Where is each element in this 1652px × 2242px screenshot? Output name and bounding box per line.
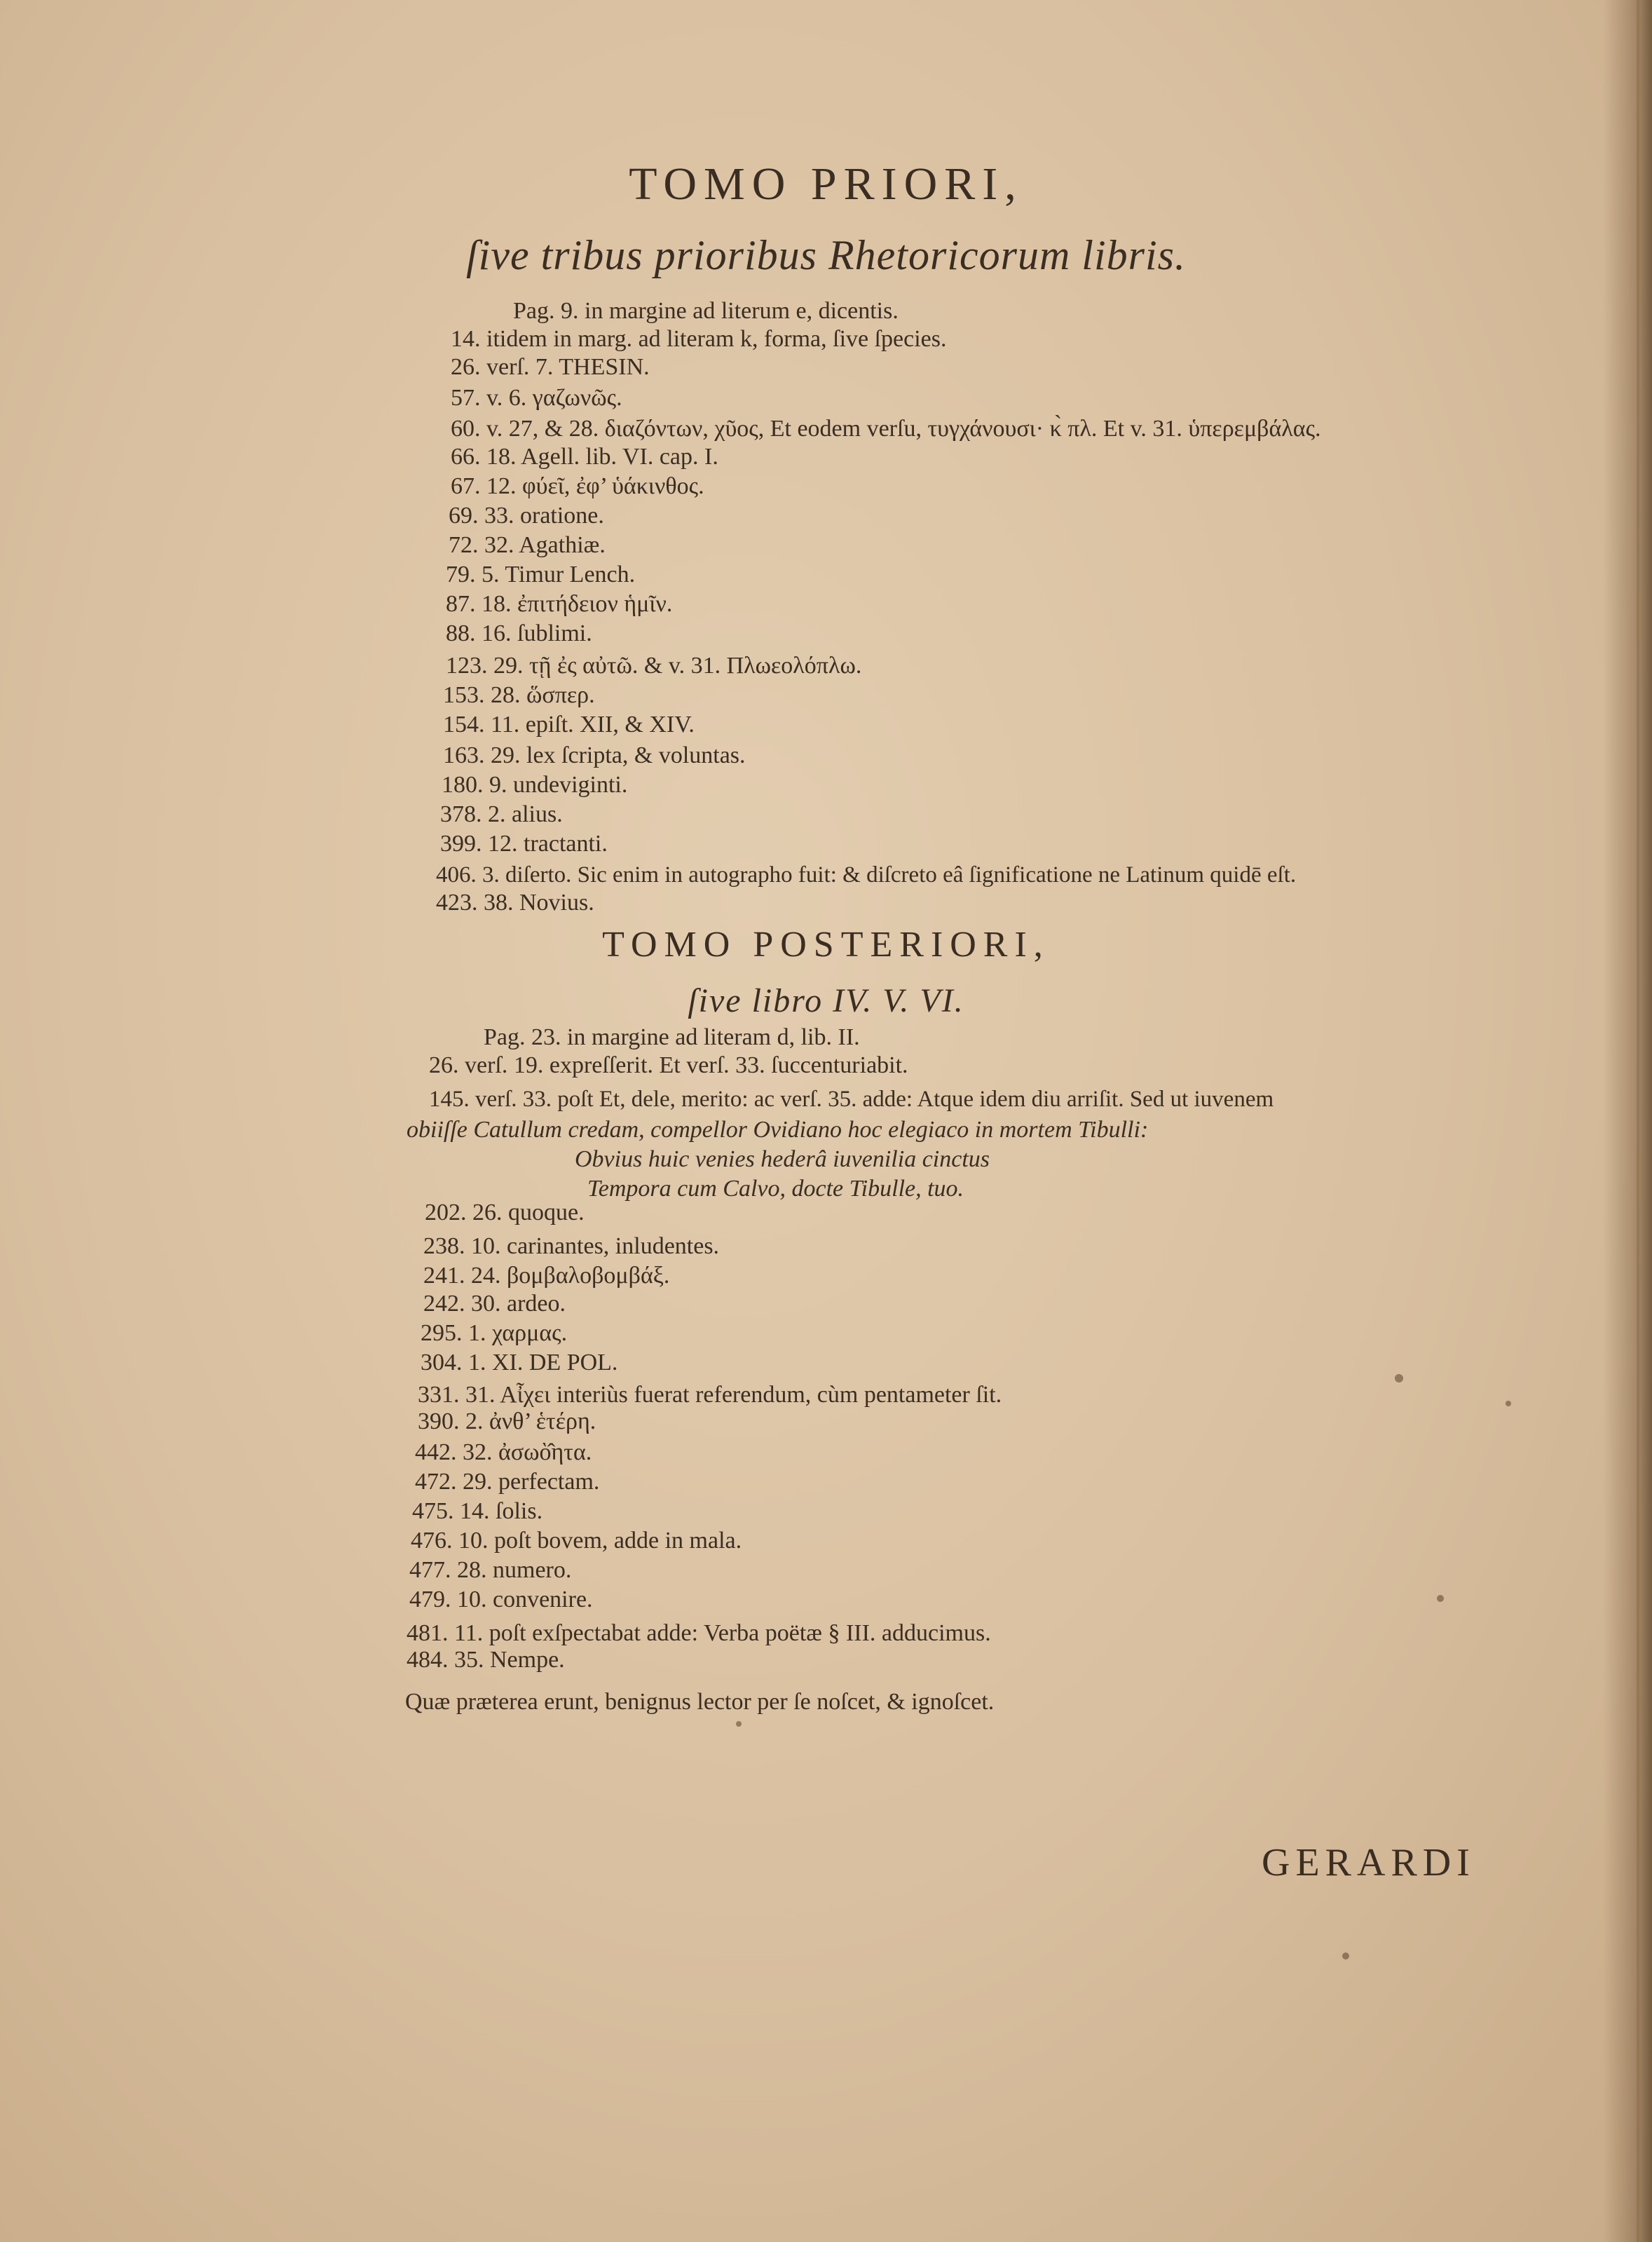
erratum-entry: 242. 30. ardeo.	[423, 1291, 566, 1317]
foxing-spot	[1506, 1401, 1511, 1406]
erratum-entry: 66. 18. Agell. lib. VI. cap. I.	[451, 444, 718, 470]
closing-note: Quæ præterea erunt, benignus lector per ſe noſcet, & ignoſcet.	[405, 1689, 995, 1715]
erratum-entry: 153. 28. ὥσπερ.	[443, 682, 595, 708]
page-edge	[1637, 0, 1639, 2242]
erratum-entry: 406. 3. diſerto. Sic enim in autographo fuit: & diſcreto eâ ſignificatione ne Latinum quidē eſt.	[436, 862, 1297, 888]
erratum-entry: 180. 9. undeviginti.	[442, 772, 628, 798]
erratum-entry: 378. 2. alius.	[440, 801, 563, 827]
erratum-entry: 399. 12. tractanti.	[440, 831, 608, 857]
erratum-entry: 475. 14. ſolis.	[412, 1498, 543, 1524]
tomo-posteriori-subtitle: ſive libro IV. V. VI.	[688, 982, 964, 1019]
erratum-entry: 123. 29. τῇ ἐς αὐτῶ. & v. 31. Πλωεολόπλω.	[446, 653, 862, 679]
erratum-entry: 202. 26. quoque.	[425, 1200, 585, 1225]
erratum-entry: 26. verſ. 19. expreſſerit. Et verſ. 33. ſuccenturiabit.	[429, 1052, 908, 1078]
erratum-entry: 331. 31. Αἶχει interiùs fuerat referendum, cùm pentameter ſit.	[418, 1382, 1002, 1408]
tomo-priori-subtitle: ſive tribus prioribus Rhetoricorum libris.	[465, 232, 1187, 278]
erratum-entry: 241. 24. βομβαλοβομβάξ.	[423, 1263, 670, 1289]
erratum-entry: Pag. 9. in margine ad literum e, dicentis.	[513, 298, 899, 324]
erratum-entry: 481. 11. poſt exſpectabat adde: Verba poëtæ § III. adducimus.	[407, 1620, 991, 1646]
erratum-entry: 472. 29. perfectam.	[415, 1469, 600, 1495]
erratum-entry: 14. itidem in marg. ad literam k, forma, ſive ſpecies.	[451, 326, 947, 352]
erratum-entry: 88. 16. ſublimi.	[446, 620, 592, 646]
erratum-entry: 69. 33. oratione.	[449, 503, 604, 529]
erratum-entry: 163. 29. lex ſcripta, & voluntas.	[443, 742, 746, 768]
foxing-spot	[1342, 1952, 1349, 1959]
erratum-entry: 57. v. 6. γαζωνῶς.	[451, 385, 622, 411]
erratum-entry: obiiſſe Catullum credam, compellor Ovidiano hoc elegiaco in mortem Tibulli:	[407, 1117, 1149, 1143]
tomo-priori-title: TOMO PRIORI,	[629, 158, 1023, 210]
erratum-entry: 442. 32. ἀσωὸ̂ητα.	[415, 1439, 592, 1465]
erratum-entry: 67. 12. φύεῖ, ἐφ’ ὑάκινθος.	[451, 473, 704, 499]
erratum-entry: 423. 38. Novius.	[436, 890, 594, 916]
erratum-entry: 304. 1. XI. DE POL.	[421, 1350, 618, 1375]
erratum-entry: 390. 2. ἀνθ’ ἑτέρη.	[418, 1408, 596, 1434]
erratum-entry: 295. 1. χαρμας.	[421, 1320, 568, 1346]
erratum-entry: 476. 10. poſt bovem, adde in mala.	[411, 1528, 742, 1554]
erratum-entry: 477. 28. numero.	[409, 1557, 572, 1583]
catchword: GERARDI	[1262, 1841, 1475, 1884]
tomo-posteriori-title: TOMO POSTERIORI,	[602, 925, 1050, 965]
verse-line: Tempora cum Calvo, docte Tibulle, tuo.	[587, 1176, 964, 1202]
erratum-entry: 145. verſ. 33. poſt Et, dele, merito: ac verſ. 35. adde: Atque idem diu arriſit. Sed ut iuvenem	[429, 1087, 1274, 1112]
foxing-spot	[1395, 1374, 1403, 1382]
erratum-entry: 479. 10. convenire.	[409, 1587, 593, 1612]
erratum-entry: 87. 18. ἐπιτήδειον ἡμῖν.	[446, 591, 673, 617]
erratum-entry: 154. 11. epiſt. XII, & XIV.	[443, 712, 695, 738]
binding-gutter	[1603, 0, 1652, 2242]
verse-line: Obvius huic venies hederâ iuvenilia cinctus	[575, 1146, 990, 1172]
erratum-entry: Pag. 23. in margine ad literam d, lib. II.	[484, 1024, 860, 1050]
foxing-spot	[736, 1721, 742, 1727]
erratum-entry: 26. verſ. 7. THESIN.	[451, 354, 650, 380]
erratum-entry: 238. 10. carinantes, inludentes.	[423, 1233, 720, 1259]
erratum-entry: 484. 35. Nempe.	[407, 1647, 565, 1673]
erratum-entry: 60. v. 27, & 28. διαζόντων, χῦος, Et eodem verſu, τυγχάνουσι· κ̀ πλ. Et v. 31. ὑπερεμβάλας.	[451, 416, 1321, 442]
foxing-spot	[1437, 1595, 1444, 1602]
erratum-entry: 79. 5. Timur Lench.	[446, 562, 636, 587]
erratum-entry: 72. 32. Agathiæ.	[449, 532, 606, 558]
